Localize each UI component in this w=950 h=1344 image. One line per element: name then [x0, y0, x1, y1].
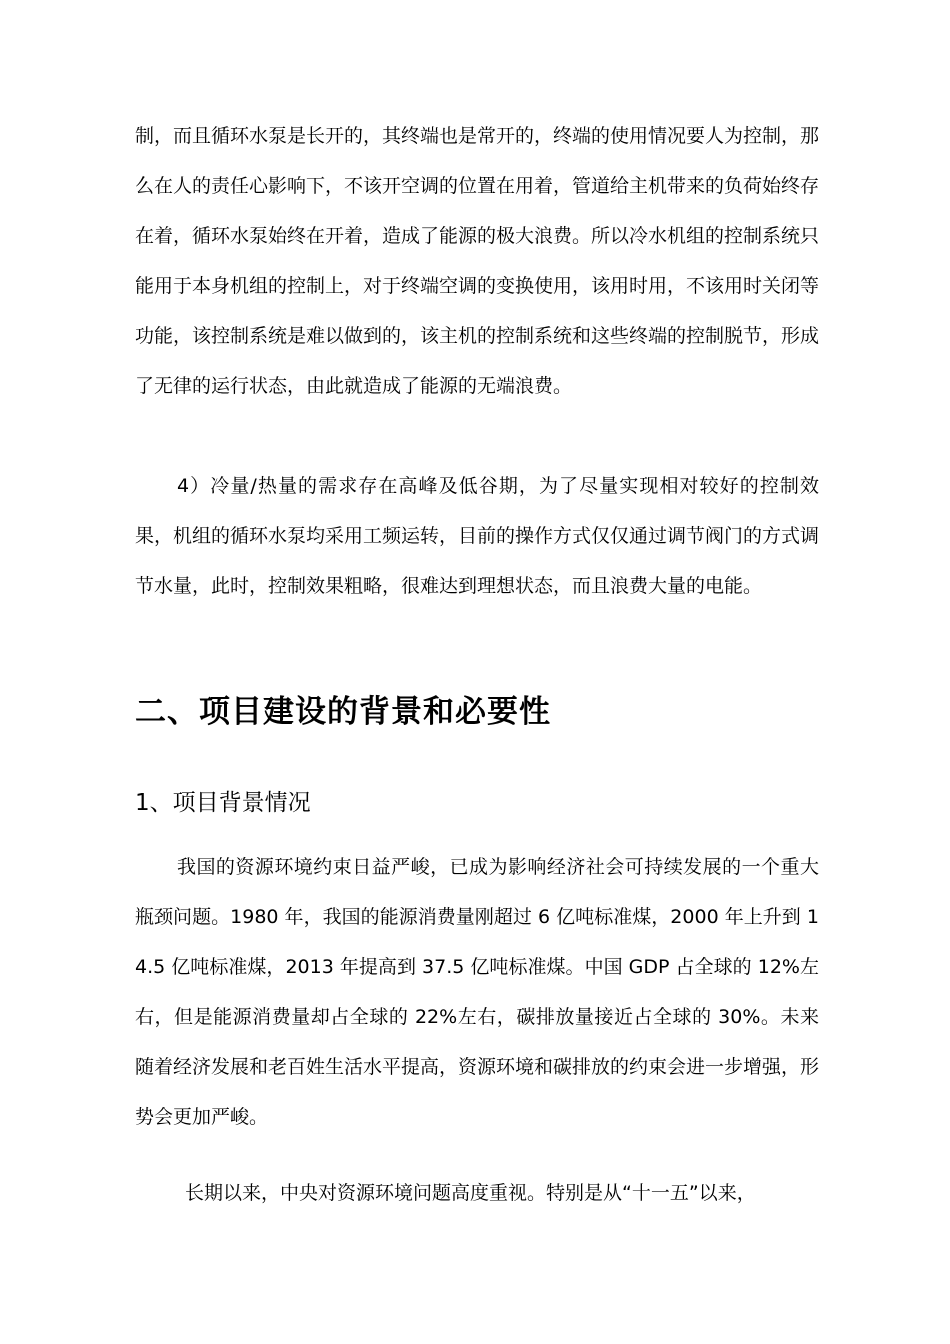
paragraph-central-attention: 长期以来，中央对资源环境问题高度重视。特别是从“十一五”以来， [185, 1182, 756, 1204]
subsection-heading: 1、项目背景情况 [135, 790, 311, 816]
section-heading: 二、项目建设的背景和必要性 [135, 694, 551, 730]
paragraph-resource-constraints: 我国的资源环境约束日益严峻，已成为影响经济社会可持续发展的一个重大瓶颈问题。1980 年，我国的能源消费量刚超过 6 亿吨标准煤，2000 年上升到 14.5 亿吨标准煤，2013 年提高到 37.5 亿吨标准煤。中国 GDP 占全球的 12%左右，但是能源消费量却占全球的 22%左右，碳排放量接近占全球的 30%。未来随着经济发展和老百姓生活水平提高，资源环境和碳排放的约束会进一步增强，形势会更加严峻。 [135, 856, 820, 1128]
paragraph-peak-demand: 4）冷量/热量的需求存在高峰及低谷期，为了尽量实现相对较好的控制效果，机组的循环水泵均采用工频运转，目前的操作方式仅仅通过调节阀门的方式调节水量，此时，控制效果粗略，很难达到理想状态，而且浪费大量的电能。 [135, 475, 820, 597]
paragraph-chiller-control: 制，而且循环水泵是长开的，其终端也是常开的，终端的使用情况要人为控制，那么在人的责任心影响下，不该开空调的位置在用着，管道给主机带来的负荷始终存在着，循环水泵始终在开着，造成了能源的极大浪费。所以冷水机组的控制系统只能用于本身机组的控制上，对于终端空调的变换使用，该用时用，不该用时关闭等功能，该控制系统是难以做到的，该主机的控制系统和这些终端的控制脱节，形成了无律的运行状态，由此就造成了能源的无端浪费。 [135, 125, 820, 397]
